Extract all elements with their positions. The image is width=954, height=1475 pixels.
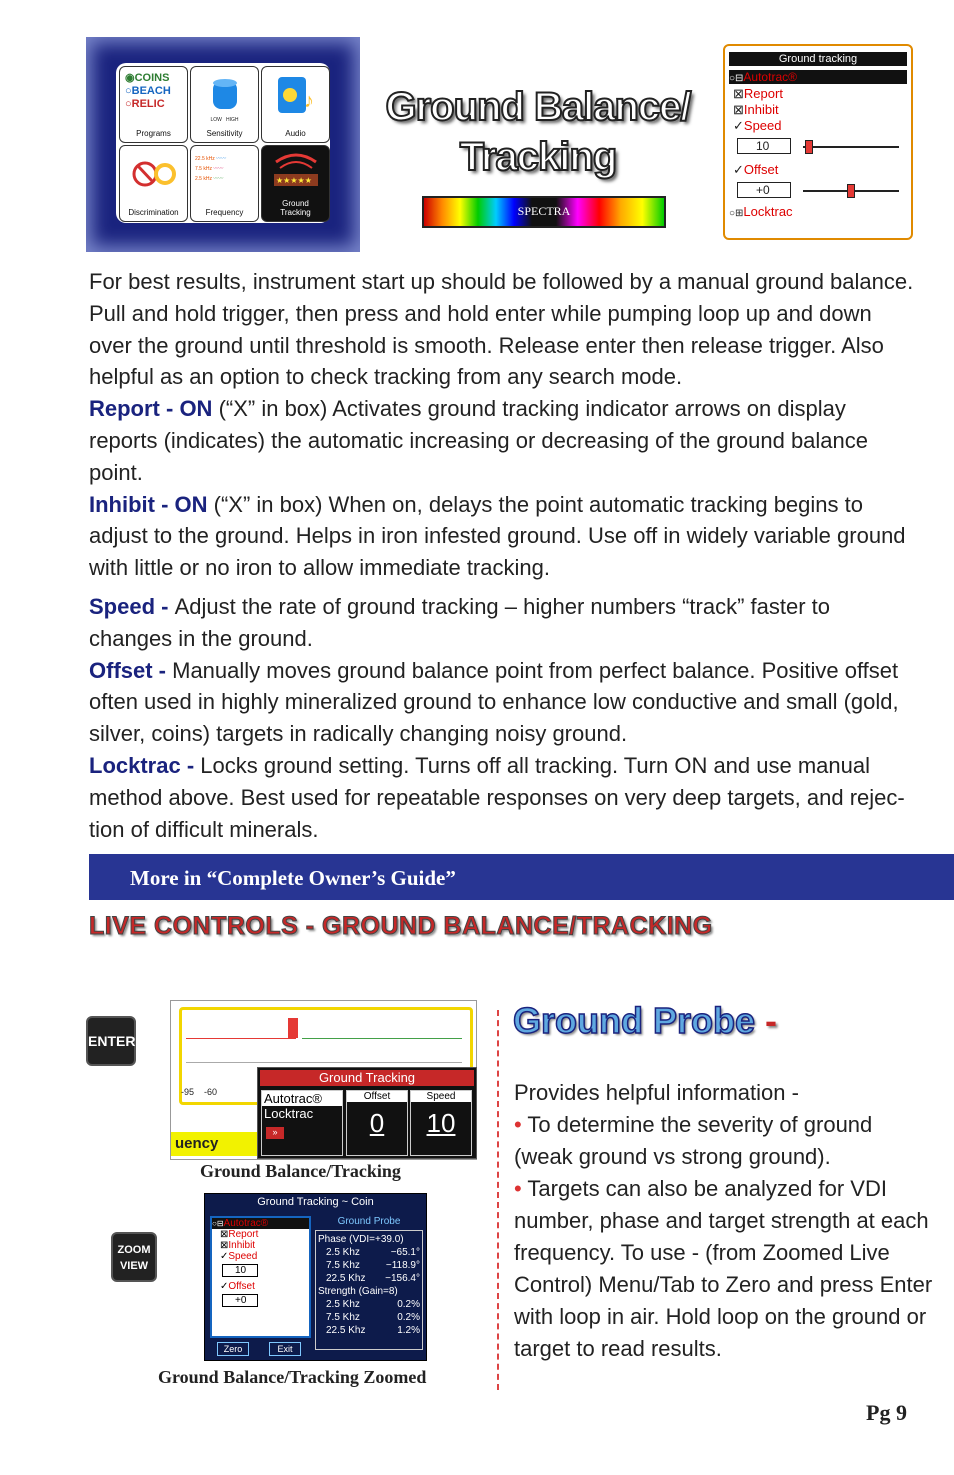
enter-key-icon: ENTER — [86, 1016, 136, 1066]
audio-icon — [274, 73, 318, 117]
radio-icon: ○ — [125, 85, 132, 97]
probe-header: Ground Probe — [337, 1216, 401, 1227]
screen2-caption: Ground Balance/Tracking Zoomed — [158, 1367, 427, 1387]
dashed-divider — [497, 1010, 499, 1390]
owners-guide-banner: More in “Complete Owner’s Guide” — [89, 854, 954, 900]
intro-paragraph: For best results, instrument start up should be followed by a manual ground balance. Pull and hold trigger, then press and hold enter while pumping loop up and down over the ground until threshold is smooth. Release enter then release trigger. Also helpful as an option to check tracking from any search mode. — [89, 269, 914, 390]
radio-icon: ○ — [125, 98, 132, 110]
ground-tracking-panel — [723, 44, 913, 240]
discrimination-icon — [129, 154, 179, 194]
speed-value: 10 — [737, 138, 791, 154]
svg-text:★★★★★: ★★★★★ — [275, 176, 312, 185]
ground-probe-title: Ground Probe - — [513, 1000, 777, 1041]
body-text — [89, 266, 919, 845]
report-row: ⊠Report — [733, 86, 783, 101]
offset-value: +0 — [737, 182, 791, 198]
zoom-view-key-icon: ZOOM VIEW — [111, 1232, 157, 1282]
speed-slider-thumb — [805, 140, 813, 154]
spectra-logo: SPECTRA — [422, 196, 666, 228]
radio-icon: ◉ — [125, 72, 135, 84]
autotrac-row: ○⊟Autotrac® — [729, 70, 907, 84]
speed-box: Speed 10 — [410, 1090, 472, 1156]
arrow-icon: » — [266, 1127, 284, 1139]
offset-paragraph: Offset - Manually moves ground balance point from perfect balance. Positive offset often used in highly mineralized ground to enhance low conductive and small (gold, silver, coins) targets in radically changing noisy ground. — [89, 657, 899, 747]
discrimination-tile: Discrimination — [119, 145, 188, 222]
frequency-label: uency — [171, 1132, 279, 1156]
live-controls-heading: LIVE CONTROLS - GROUND BALANCE/TRACKING — [89, 912, 713, 940]
zero-button[interactable]: Zero — [217, 1342, 249, 1356]
checkbox-icon: ⊠ — [733, 86, 744, 101]
offset-slider-thumb — [847, 184, 855, 198]
menu-screenshot — [86, 37, 360, 252]
svg-text:♪: ♪ — [303, 90, 314, 112]
inhibit-paragraph: Inhibit - ON (“X” in box) When on, delays the point automatic tracking begins to adjust to the ground. Helps in iron infested ground. Use off in widely variable ground with little or no iron to allow immediate tracking. — [89, 491, 906, 581]
sensitivity-icon — [205, 75, 245, 115]
offset-row: ✓Offset — [733, 162, 779, 177]
speed-slider — [803, 146, 899, 148]
frequency-tile: 22.5 kHz 〰〰 7.5 kHz 〰〰 2.5 kHz 〰〰 Frequency — [190, 145, 259, 222]
zoomed-screen: Ground Tracking ~ Coin ○⊟Autotrac® ⊠Report ⊠Inhibit ✓Speed 10 ✓Offset +0 Ground Probe Phase (VDI=+39.0) 2.5 Khz −65.1° 7.5 Khz −118.9° 22.5 Khz −156.4° Strength (Gain=8) 2.5 Khz 0.2% 7.5 Khz 0.2% 22.5 Khz 1.2% Zero Exit — [204, 1193, 427, 1361]
programs-tile: ◉COINS ○BEACH ○RELIC Programs — [119, 66, 188, 143]
zoomed-settings: ○⊟Autotrac® ⊠Report ⊠Inhibit ✓Speed 10 ✓Offset +0 — [210, 1216, 311, 1338]
exit-button[interactable]: Exit — [269, 1342, 301, 1356]
ground-tracking-popup: Ground Tracking Autotrac® Locktrac » Offset 0 Speed 10 — [257, 1067, 477, 1159]
panel-header: Ground tracking — [729, 52, 907, 66]
locktrac-row: ○⊞Locktrac — [729, 204, 793, 219]
speed-paragraph: Speed - Adjust the rate of ground tracking – higher numbers “track” faster to changes in the ground. — [89, 593, 831, 651]
bullet-icon: • — [514, 1112, 528, 1137]
mode-list: Autotrac® Locktrac » — [261, 1090, 343, 1156]
check-icon: ✓ — [733, 162, 744, 177]
ground-tracking-icon — [270, 148, 322, 190]
probe-readout: Phase (VDI=+39.0) 2.5 Khz −65.1° 7.5 Khz −118.9° 22.5 Khz −156.4° Strength (Gain=8) 2.5 Khz 0.2% 7.5 Khz 0.2% 22.5 Khz 1.2% — [315, 1230, 423, 1350]
screen1-caption: Ground Balance/Tracking — [200, 1161, 401, 1181]
locktrac-paragraph: Locktrac - Locks ground setting. Turns off all tracking. Turn ON and use manual method above. Best used for repeatable responses on very deep targets, and rejec-tion of difficult minerals. — [89, 752, 905, 842]
scale-labels: -95 -60 — [181, 1087, 218, 1097]
bullet-icon: • — [514, 1176, 528, 1201]
ground-probe-text: Provides helpful information - • To determine the severity of ground (weak ground vs strong ground). • Targets can also be analyzed for VDI number, phase and target strength at each frequency. To use - (from Zoomed Live Control) Menu/Tab to Zero and press Enter with loop in air. Hold loop on the ground or target to read results. — [514, 1080, 933, 1361]
speed-row: ✓Speed — [733, 118, 782, 133]
checkbox-icon: ⊠ — [733, 102, 744, 117]
ground-tracking-tile: ★★★★★ Ground Tracking — [261, 145, 330, 222]
report-paragraph: Report - ON (“X” in box) Activates ground tracking indicator arrows on display reports (indicates) the automatic increasing or decreasing of the ground balance point. — [89, 396, 869, 485]
live-control-screen — [170, 1000, 477, 1160]
offset-box: Offset 0 — [346, 1090, 408, 1156]
inhibit-row: ⊠Inhibit — [733, 102, 779, 117]
page-number: Pg 9 — [866, 1400, 907, 1425]
page-title: Ground Balance/ Tracking — [385, 85, 691, 179]
sensitivity-tile: LOW HIGH Sensitivity — [190, 66, 259, 143]
audio-tile: ♪ Audio — [261, 66, 330, 143]
check-icon: ✓ — [733, 118, 744, 133]
